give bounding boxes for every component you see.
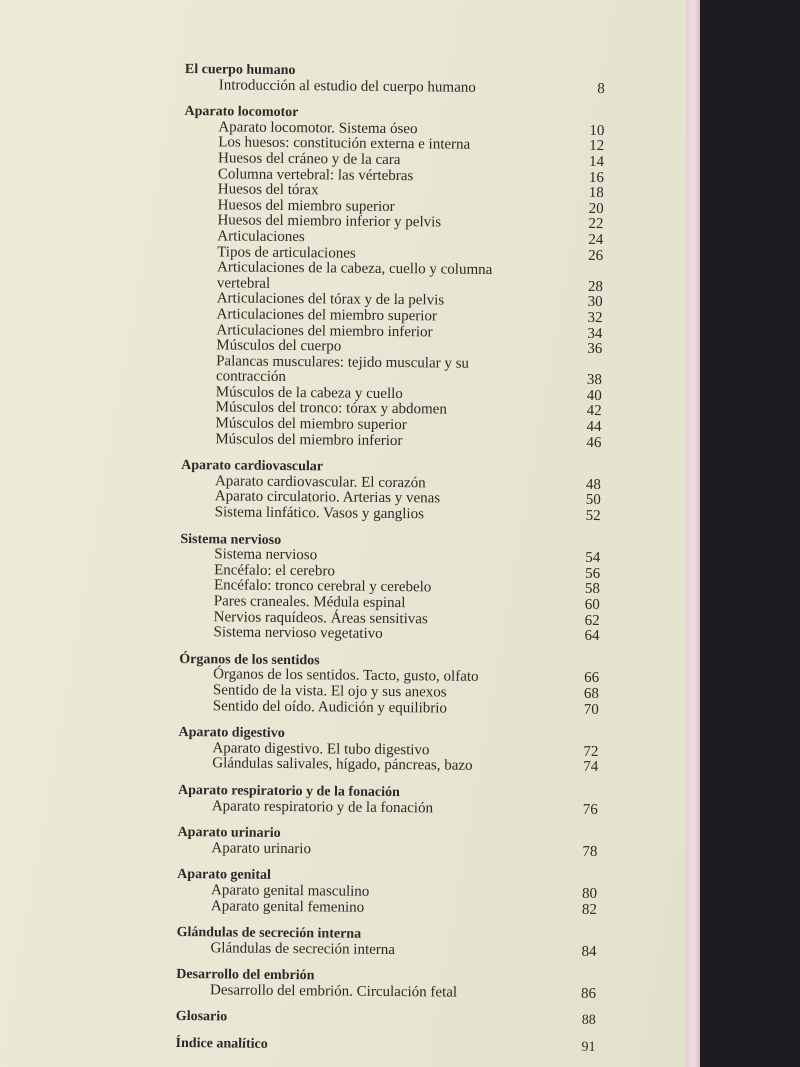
toc-entry bbox=[178, 756, 598, 776]
entry-page-number: 60 bbox=[584, 596, 600, 614]
section-title-text: Aparato respiratorio y de la fonación bbox=[177, 782, 400, 801]
entry-page-number: 36 bbox=[587, 340, 603, 358]
entry-page-number: 44 bbox=[586, 418, 602, 436]
toc-section bbox=[181, 104, 604, 451]
entry-title: Músculos del miembro inferior bbox=[215, 430, 403, 449]
entry-page-number: 58 bbox=[584, 581, 601, 598]
toc-entry bbox=[181, 505, 601, 525]
entry-title: Aparato digestivo. El tubo digestivo bbox=[212, 740, 430, 759]
entry-title: Articulaciones del miembro inferior bbox=[216, 321, 433, 340]
entry-title: Articulaciones del miembro superior bbox=[216, 306, 438, 325]
entry-page-number: 18 bbox=[588, 185, 604, 202]
entry-title: Aparato respiratorio y de la fonación bbox=[211, 797, 434, 816]
entry-title: Articulaciones de la cabeza, cuello y columna vertebral bbox=[216, 259, 493, 292]
entry-page-number: 70 bbox=[583, 701, 599, 718]
entry-title: Introducción al estudio del cuerpo humano bbox=[218, 76, 476, 96]
entry-page-number: 54 bbox=[585, 550, 601, 567]
entry-page-number: 52 bbox=[585, 507, 601, 525]
entry-title: Órganos de los sentidos. Tacto, gusto, olfato bbox=[213, 666, 479, 686]
toc-section bbox=[178, 783, 598, 818]
entry-page-number: 84 bbox=[581, 943, 597, 960]
entry-page-number: 14 bbox=[588, 153, 605, 170]
toc-entry bbox=[177, 841, 597, 861]
toc-entry bbox=[179, 699, 599, 719]
entry-page-number: 38 bbox=[586, 372, 603, 389]
entry-title: Tipos de articulaciones bbox=[217, 243, 356, 262]
section-title bbox=[176, 1009, 596, 1029]
entry-title: Huesos del miembro inferior y pelvis bbox=[217, 212, 442, 231]
entry-title: Aparato genital masculino bbox=[210, 882, 370, 900]
entry-page-number: 74 bbox=[583, 759, 599, 776]
entry-title: Músculos del miembro superior bbox=[215, 415, 407, 434]
entry-page-number: 20 bbox=[588, 200, 604, 217]
toc-entry bbox=[185, 78, 605, 98]
section-title-text: Aparato locomotor bbox=[184, 104, 299, 121]
toc-section bbox=[177, 867, 597, 918]
entry-title: Aparato urinario bbox=[211, 840, 312, 857]
section-title-text: Aparato digestivo bbox=[178, 725, 285, 742]
entry-title: Encéfalo: tronco cerebral y cerebelo bbox=[213, 577, 432, 596]
section-title-text: El cuerpo humano bbox=[184, 62, 296, 79]
entry-title: Huesos del cráneo y de la cara bbox=[218, 150, 401, 169]
section-page-number: 88 bbox=[581, 1013, 596, 1029]
entry-title: Nervios raquídeos. Áreas sensitivas bbox=[213, 608, 428, 627]
toc-section bbox=[177, 825, 597, 860]
section-title-text: Índice analítico bbox=[175, 1036, 268, 1052]
entry-page-number: 50 bbox=[585, 492, 601, 509]
toc-section bbox=[179, 532, 600, 645]
toc-entry bbox=[181, 432, 601, 452]
entry-page-number: 48 bbox=[585, 476, 602, 493]
entry-page-number: 8 bbox=[597, 80, 605, 97]
entry-title: Sistema linfático. Vasos y ganglios bbox=[214, 504, 425, 523]
section-title-text: Glándulas de secreción interna bbox=[176, 925, 362, 942]
entry-title: Sistema nervioso bbox=[214, 546, 318, 564]
entry-title: Los huesos: constitución externa e interna bbox=[218, 134, 471, 154]
entry-title: Sistema nervioso vegetativo bbox=[213, 624, 383, 643]
entry-title: Músculos de la cabeza y cuello bbox=[215, 384, 403, 402]
toc-section bbox=[176, 1036, 596, 1056]
section-title-text: Órganos de los sentidos bbox=[179, 651, 320, 669]
entry-title: Palancas musculares: tejido muscular y su contracción bbox=[215, 353, 470, 386]
entry-page-number: 42 bbox=[586, 403, 602, 420]
entry-title: Huesos del tórax bbox=[217, 181, 319, 199]
toc-section bbox=[176, 925, 596, 960]
section-title-text: Desarrollo del embrión bbox=[176, 967, 315, 984]
toc-entry bbox=[177, 898, 597, 918]
entry-page-number: 26 bbox=[588, 247, 604, 264]
toc-section bbox=[178, 725, 598, 776]
entry-title: Aparato locomotor. Sistema óseo bbox=[218, 119, 418, 138]
section-title-text: Aparato urinario bbox=[177, 825, 281, 842]
section-title-text: Sistema nervioso bbox=[180, 531, 282, 548]
toc-section bbox=[176, 967, 596, 1002]
toc-section bbox=[185, 62, 605, 97]
entry-title: Músculos del tronco: tórax y abdomen bbox=[215, 399, 447, 418]
entry-page-number: 56 bbox=[585, 565, 601, 582]
entry-title: Articulaciones del tórax y de la pelvis bbox=[216, 290, 445, 309]
entry-page-number: 78 bbox=[582, 843, 598, 860]
entry-title: Huesos del miembro superior bbox=[217, 197, 395, 215]
entry-page-number: 32 bbox=[587, 309, 603, 326]
section-title-text: Glosario bbox=[175, 1009, 228, 1025]
entry-page-number: 68 bbox=[583, 685, 600, 702]
entry-title: Glándulas de secreción interna bbox=[210, 939, 396, 958]
entry-title: Glándulas salivales, hígado, páncreas, bazo bbox=[212, 755, 473, 775]
entry-page-number: 10 bbox=[589, 122, 605, 139]
entry-page-number: 12 bbox=[589, 138, 605, 155]
toc-section bbox=[176, 1009, 596, 1029]
entry-page-number: 62 bbox=[584, 612, 600, 629]
entry-title: Sentido de la vista. El ojo y sus anexos bbox=[212, 682, 447, 701]
entry-page-number: 66 bbox=[584, 670, 600, 687]
entry-page-number: 80 bbox=[581, 885, 598, 902]
section-title-text: Aparato cardiovascular bbox=[181, 458, 324, 475]
entry-page-number: 82 bbox=[581, 901, 597, 918]
toc-entry bbox=[178, 798, 598, 818]
toc-section bbox=[179, 652, 600, 718]
section-title bbox=[176, 1036, 596, 1056]
entry-page-number: 72 bbox=[583, 743, 599, 760]
entry-page-number: 28 bbox=[587, 278, 603, 295]
entry-page-number: 64 bbox=[584, 628, 600, 645]
entry-page-number: 22 bbox=[588, 216, 604, 233]
entry-title: Aparato cardiovascular. El corazón bbox=[214, 473, 426, 492]
table-of-contents bbox=[175, 62, 605, 1067]
toc-section bbox=[181, 458, 602, 524]
entry-page-number: 16 bbox=[588, 169, 604, 186]
entry-title: Aparato genital femenino bbox=[210, 897, 365, 916]
entry-page-number: 46 bbox=[586, 434, 602, 451]
toc-entry bbox=[176, 983, 596, 1003]
entry-page-number: 34 bbox=[587, 325, 603, 342]
toc-entry bbox=[176, 941, 596, 961]
entry-page-number: 76 bbox=[582, 801, 598, 818]
section-page-number: 91 bbox=[581, 1039, 596, 1056]
entry-title: Músculos del cuerpo bbox=[216, 337, 342, 355]
entry-title: Sentido del oído. Audición y equilibrio bbox=[212, 697, 448, 717]
entry-page-number: 24 bbox=[588, 231, 604, 248]
entry-page-number: 30 bbox=[587, 294, 603, 311]
entry-title: Aparato circulatorio. Arterias y venas bbox=[214, 488, 441, 507]
entry-title: Encéfalo: el cerebro bbox=[214, 562, 335, 580]
page-edge bbox=[686, 0, 700, 1067]
entry-title: Articulaciones bbox=[217, 228, 305, 246]
entry-title: Pares craneales. Médula espinal bbox=[213, 593, 406, 612]
section-title-text: Aparato genital bbox=[177, 867, 271, 884]
entry-title: Columna vertebral: las vértebras bbox=[217, 165, 414, 184]
entry-title: Desarrollo del embrión. Circulación fetal bbox=[210, 982, 458, 1001]
toc-entry bbox=[179, 625, 599, 645]
entry-page-number: 86 bbox=[580, 985, 597, 1002]
entry-page-number: 40 bbox=[586, 387, 602, 404]
